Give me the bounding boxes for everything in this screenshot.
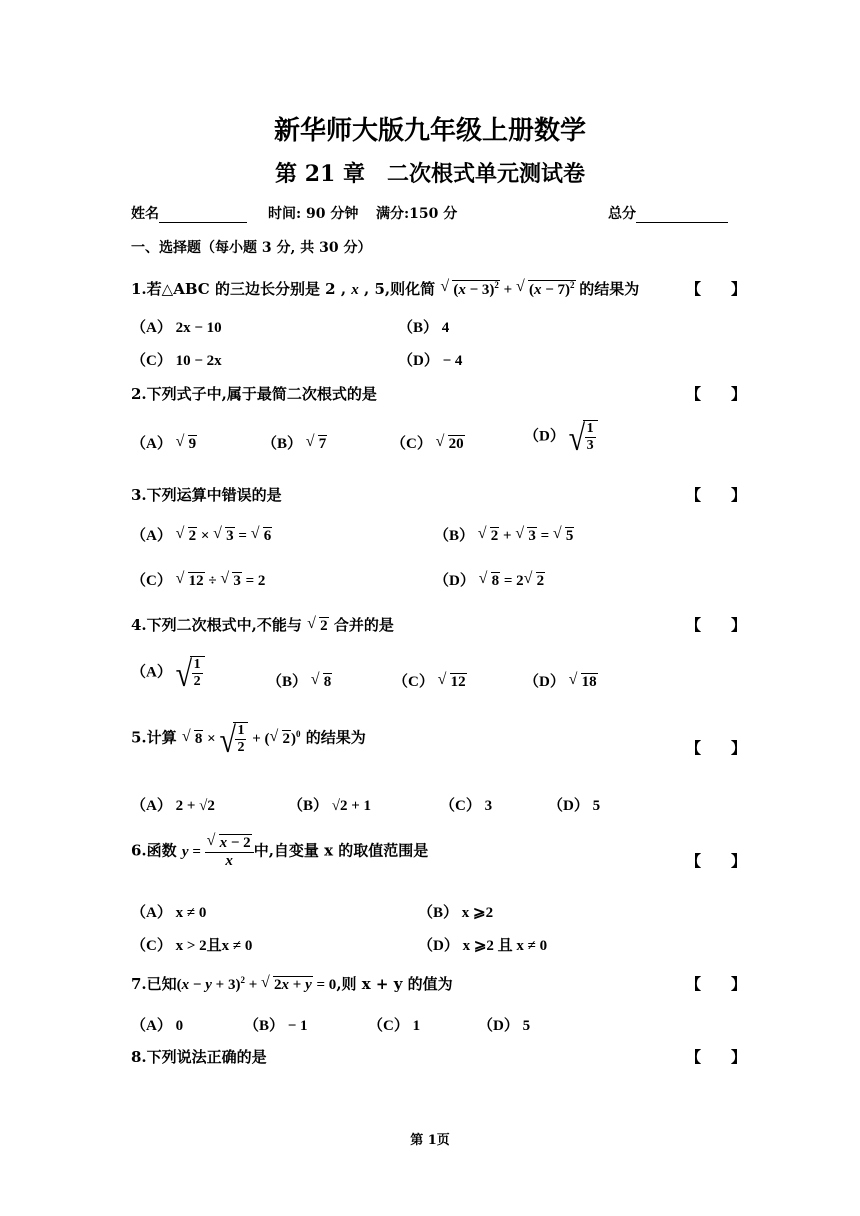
q4-option-a[interactable]: （A） √ $\frac{1}{2}$ [131, 656, 205, 690]
q4-option-b[interactable] [267, 670, 332, 691]
q7-stem-pre: 7.已知 [131, 975, 177, 993]
q4-option-d[interactable] [524, 670, 598, 691]
q3-d-label: （D） [434, 573, 475, 589]
q6-option-a[interactable]: （A） x ≠ 0 [131, 905, 207, 921]
q2-b-radicand: 7 [318, 436, 327, 452]
name-blank[interactable] [159, 206, 247, 223]
q1-option-c[interactable]: （C） 10 − 2x [131, 353, 222, 369]
q2-d-label: （D） [524, 428, 565, 445]
q1-option-b[interactable]: （B） 4 [398, 320, 450, 336]
q3-b-label: （B） [434, 528, 475, 544]
q1-answer-bracket[interactable]: 【 】 [686, 280, 747, 298]
total-label: 总分 [608, 206, 636, 222]
question-7 [131, 973, 453, 994]
question-4: 4.下列二次根式中,不能与 √ 2 合并的是 [131, 614, 394, 635]
section-heading: 一、选择题（每小题 3 分, 共 30 分） [131, 240, 372, 256]
q7-option-d[interactable]: （D） 5 [478, 1018, 531, 1034]
question-8: 8.下列说法正确的是 [131, 1048, 267, 1066]
q3-option-b[interactable]: （B） √ 2 + √ 3 = √ 5 [434, 524, 574, 545]
question-6 [131, 834, 428, 871]
full-score-info: 满分:150 分 [376, 206, 458, 222]
document-subtitle: 第 21 章 二次根式单元测试卷 [275, 161, 585, 187]
q2-a-label: （A） [131, 436, 172, 452]
q4-stem-pre: 4.下列二次根式中,不能与 [131, 616, 308, 634]
q7-answer-bracket[interactable]: 【 】 [686, 975, 747, 993]
q1-suffix: 的结果为 [579, 280, 640, 298]
q3-answer-bracket[interactable]: 【 】 [686, 486, 747, 504]
q4-d-radicand: 18 [581, 674, 597, 690]
q1-var-x: x [351, 282, 359, 298]
name-field[interactable] [131, 203, 247, 223]
q2-option-a[interactable] [131, 432, 197, 453]
q2-c-label: （C） [391, 436, 432, 452]
q8-answer-bracket[interactable]: 【 】 [686, 1048, 747, 1066]
q6-option-d[interactable]: （D） x ⩾2 且 x ≠ 0 [418, 938, 548, 954]
q5-option-c[interactable]: （C） 3 [440, 798, 493, 814]
q3-option-a[interactable]: （A） √ 2 × √ 3 = √ 6 [131, 524, 272, 545]
q1-expression: √ $(x - 3)^2$ + √ $(x - 7)^2$ [440, 282, 579, 298]
q3-option-c[interactable]: （C） √ 12 ÷ √ 3 = 2 [131, 569, 265, 590]
question-3: 3.下列运算中错误的是 [131, 486, 282, 504]
q5-option-a[interactable]: （A） 2 + √2 [131, 798, 215, 814]
q7-equation: $(x - y + 3)^2$ + √ 2x + y = 0 [177, 977, 337, 993]
q1-option-a[interactable]: （A） 2x − 10 [131, 320, 222, 336]
q2-c-radicand: 20 [448, 436, 464, 452]
document-title: 新华师大版九年级上册数学 [273, 116, 586, 146]
q6-function: y = √ $\frac{x - 2}{x}$ [182, 844, 254, 860]
q5-answer-bracket[interactable]: 【 】 [686, 739, 747, 757]
q2-option-c[interactable] [391, 432, 465, 453]
q7-option-a[interactable]: （A） 0 [131, 1018, 184, 1034]
q4-c-label: （C） [393, 674, 434, 690]
q5-expression: √ 8 × √ $\frac{1}{2}$ + (√ 2)$^0$ [182, 731, 301, 747]
q6-option-c[interactable]: （C） x > 2且x ≠ 0 [131, 938, 253, 954]
q2-a-radicand: 9 [188, 436, 197, 452]
q1-option-d[interactable]: （D） − 4 [398, 353, 463, 369]
time-info: 时间: 90 分钟 [268, 206, 359, 222]
page-number: 第 1页 [410, 1133, 450, 1148]
q1-prefix: 1.若△ABC 的三边长分别是 2 , [131, 280, 352, 298]
q4-stem-post: 合并的是 [328, 616, 394, 634]
q5-stem-post: 的结果为 [300, 728, 366, 747]
q2-option-d[interactable]: （D） √ $\frac{1}{3}$ [524, 420, 598, 454]
name-label: 姓名 [131, 206, 159, 222]
q6-answer-bracket[interactable]: 【 】 [686, 852, 747, 870]
q3-a-label: （A） [131, 528, 172, 544]
q4-d-label: （D） [524, 674, 565, 690]
q4-answer-bracket[interactable]: 【 】 [686, 616, 747, 634]
total-score-field[interactable] [608, 203, 728, 223]
q4-b-radicand: 8 [323, 674, 332, 690]
q4-c-radicand: 12 [450, 674, 466, 690]
q2-b-label: （B） [262, 436, 303, 452]
q3-c-label: （C） [131, 573, 172, 589]
q5-option-d[interactable]: （D） 5 [548, 798, 601, 814]
q7-option-b[interactable]: （B） − 1 [244, 1018, 308, 1034]
q2-option-b[interactable] [262, 432, 327, 453]
q3-option-d[interactable]: （D） √ 8 = 2√ 2 [434, 569, 545, 590]
q5-option-b[interactable]: （B） √2 + 1 [288, 798, 372, 814]
total-blank[interactable] [636, 206, 728, 223]
q4-option-c[interactable] [393, 670, 467, 691]
q6-stem-pre: 6.函数 [131, 841, 182, 860]
q4-a-label: （A） [131, 664, 172, 681]
question-2: 2.下列式子中,属于最简二次根式的是 [131, 385, 377, 403]
question-5 [131, 722, 366, 756]
q5-stem-pre: 5.计算 [131, 728, 182, 747]
q7-option-c[interactable]: （C） 1 [368, 1018, 421, 1034]
q4-b-label: （B） [267, 674, 308, 690]
q1-mid: , 5,则化简 [358, 280, 441, 298]
q7-stem-post: ,则 x + y 的值为 [336, 975, 453, 993]
q6-stem-post: 中,自变量 x 的取值范围是 [253, 841, 429, 860]
question-1 [131, 278, 639, 299]
q2-answer-bracket[interactable]: 【 】 [686, 385, 747, 403]
q6-option-b[interactable]: （B） x ⩾2 [418, 905, 494, 921]
